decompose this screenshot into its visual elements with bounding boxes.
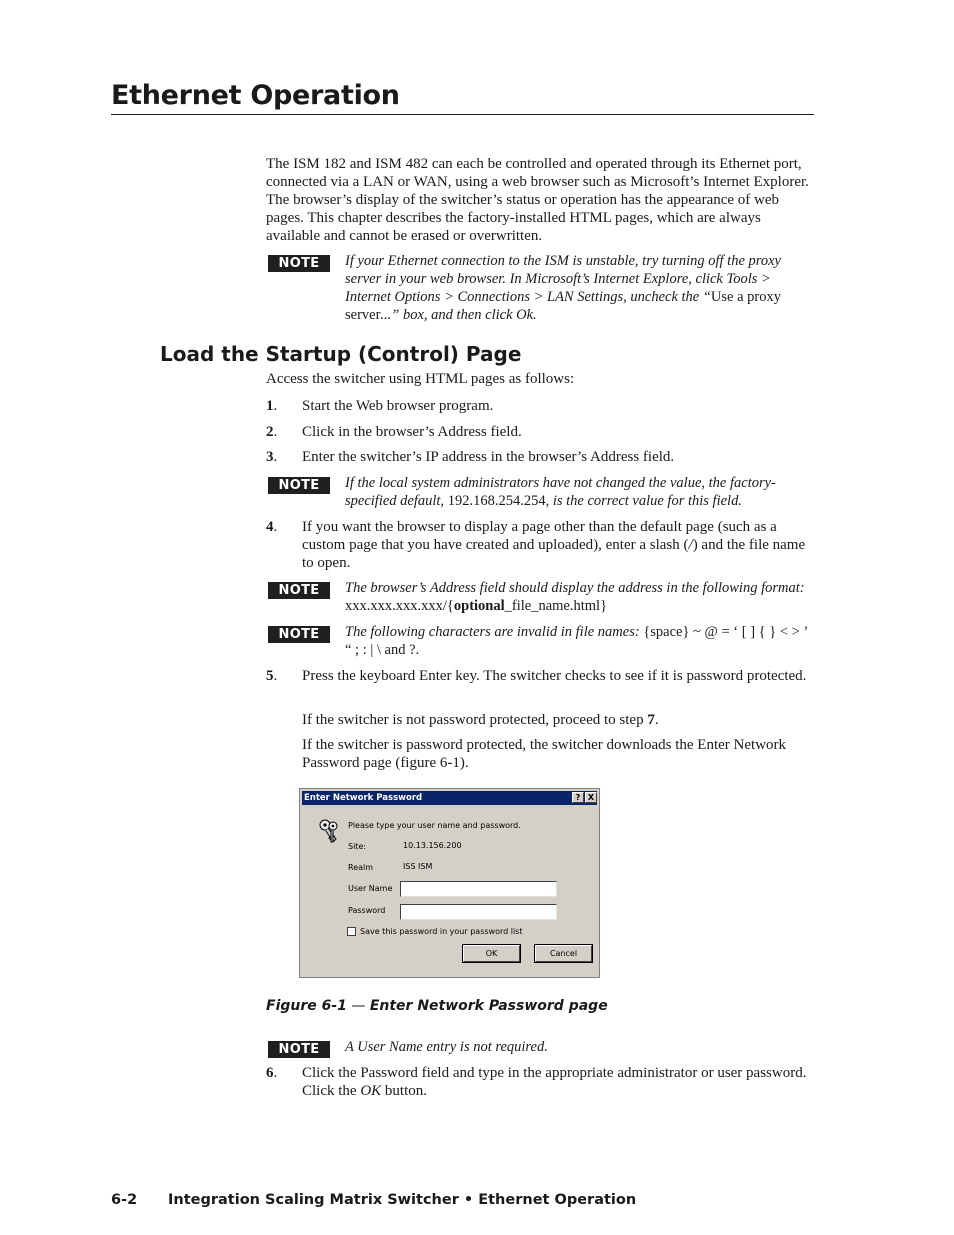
note-proxy xyxy=(266,252,816,324)
dialog-title: Enter Network Password xyxy=(304,793,423,803)
cancel-button[interactable]: Cancel xyxy=(535,945,592,962)
save-password-label: Save this password in your password list xyxy=(360,927,523,936)
step-5-para-1: If the switcher is not password protected, proceed to step 7. xyxy=(302,712,659,728)
note-badge: NOTE xyxy=(268,1041,330,1058)
note-text: The following characters are invalid in file names: {space} ~ @ = ‘ [ ] { } < > ’ “ ; : | \ and ?. xyxy=(345,624,808,658)
access-text: Access the switcher using HTML pages as follows: xyxy=(266,371,575,387)
note-text: If your Ethernet connection to the ISM is unstable, try turning off the proxy server in your web browser. In Microsoft’s Internet Explore, click Tools > Internet Options > Connections > LAN Settings, uncheck the “Use a proxy server...” box, and then click Ok. xyxy=(345,253,781,323)
note-address-format xyxy=(266,579,816,615)
title-rule xyxy=(111,114,814,115)
password-label: Password xyxy=(348,906,386,915)
dialog-prompt: Please type your user name and password. xyxy=(348,821,521,830)
note-badge: NOTE xyxy=(268,255,330,272)
note-text: If the local system administrators have not changed the value, the factory-specified default, 192.168.254.254, is the correct value for this field. xyxy=(345,475,776,509)
note-badge: NOTE xyxy=(268,477,330,494)
section-title: Load the Startup (Control) Page xyxy=(160,342,522,366)
note-text: A User Name entry is not required. xyxy=(345,1039,548,1055)
save-password-checkbox[interactable] xyxy=(347,927,356,936)
footer-page-number: 6-2 xyxy=(111,1192,138,1208)
site-value: 10.13.156.200 xyxy=(403,841,462,850)
help-button[interactable]: ? xyxy=(572,792,584,803)
close-button[interactable]: X xyxy=(585,792,597,803)
site-label: Site: xyxy=(348,842,367,851)
note-badge: NOTE xyxy=(268,626,330,643)
figure-caption: Figure 6-1 — Enter Network Password page xyxy=(266,998,608,1014)
chapter-title: Ethernet Operation xyxy=(111,80,400,111)
password-input[interactable] xyxy=(400,904,557,920)
note-default-ip xyxy=(266,474,816,510)
enter-network-password-dialog xyxy=(299,788,600,978)
intro-paragraph: The ISM 182 and ISM 482 can each be controlled and operated through its Ethernet port, connected via a LAN or WAN, using a web browser such as Microsoft’s Internet Explorer. The browser’s display of the switcher’s status or operation has the appearance of web pages. This chapter describes the factory-installed HTML pages, which are always available and cannot be erased or overwritten. xyxy=(266,156,809,244)
realm-label: Realm xyxy=(348,863,374,872)
footer-text: Integration Scaling Matrix Switcher • Ethernet Operation xyxy=(168,1192,637,1208)
step-5-para-2: If the switcher is password protected, the switcher downloads the Enter Network Password page (figure 6-1). xyxy=(302,737,787,771)
realm-value: ISS ISM xyxy=(403,862,433,871)
note-badge: NOTE xyxy=(268,582,330,599)
note-text: The browser’s Address field should display the address in the following format: xxx.xxx.xxx.xxx/{optional_file_name.html} xyxy=(345,580,805,614)
dialog-titlebar xyxy=(302,791,597,805)
key-icon xyxy=(316,817,344,845)
note-username xyxy=(266,1038,816,1058)
username-input[interactable] xyxy=(400,881,557,897)
ok-button[interactable]: OK xyxy=(463,945,520,962)
username-label: User Name xyxy=(348,884,393,893)
note-invalid-chars xyxy=(266,623,816,659)
